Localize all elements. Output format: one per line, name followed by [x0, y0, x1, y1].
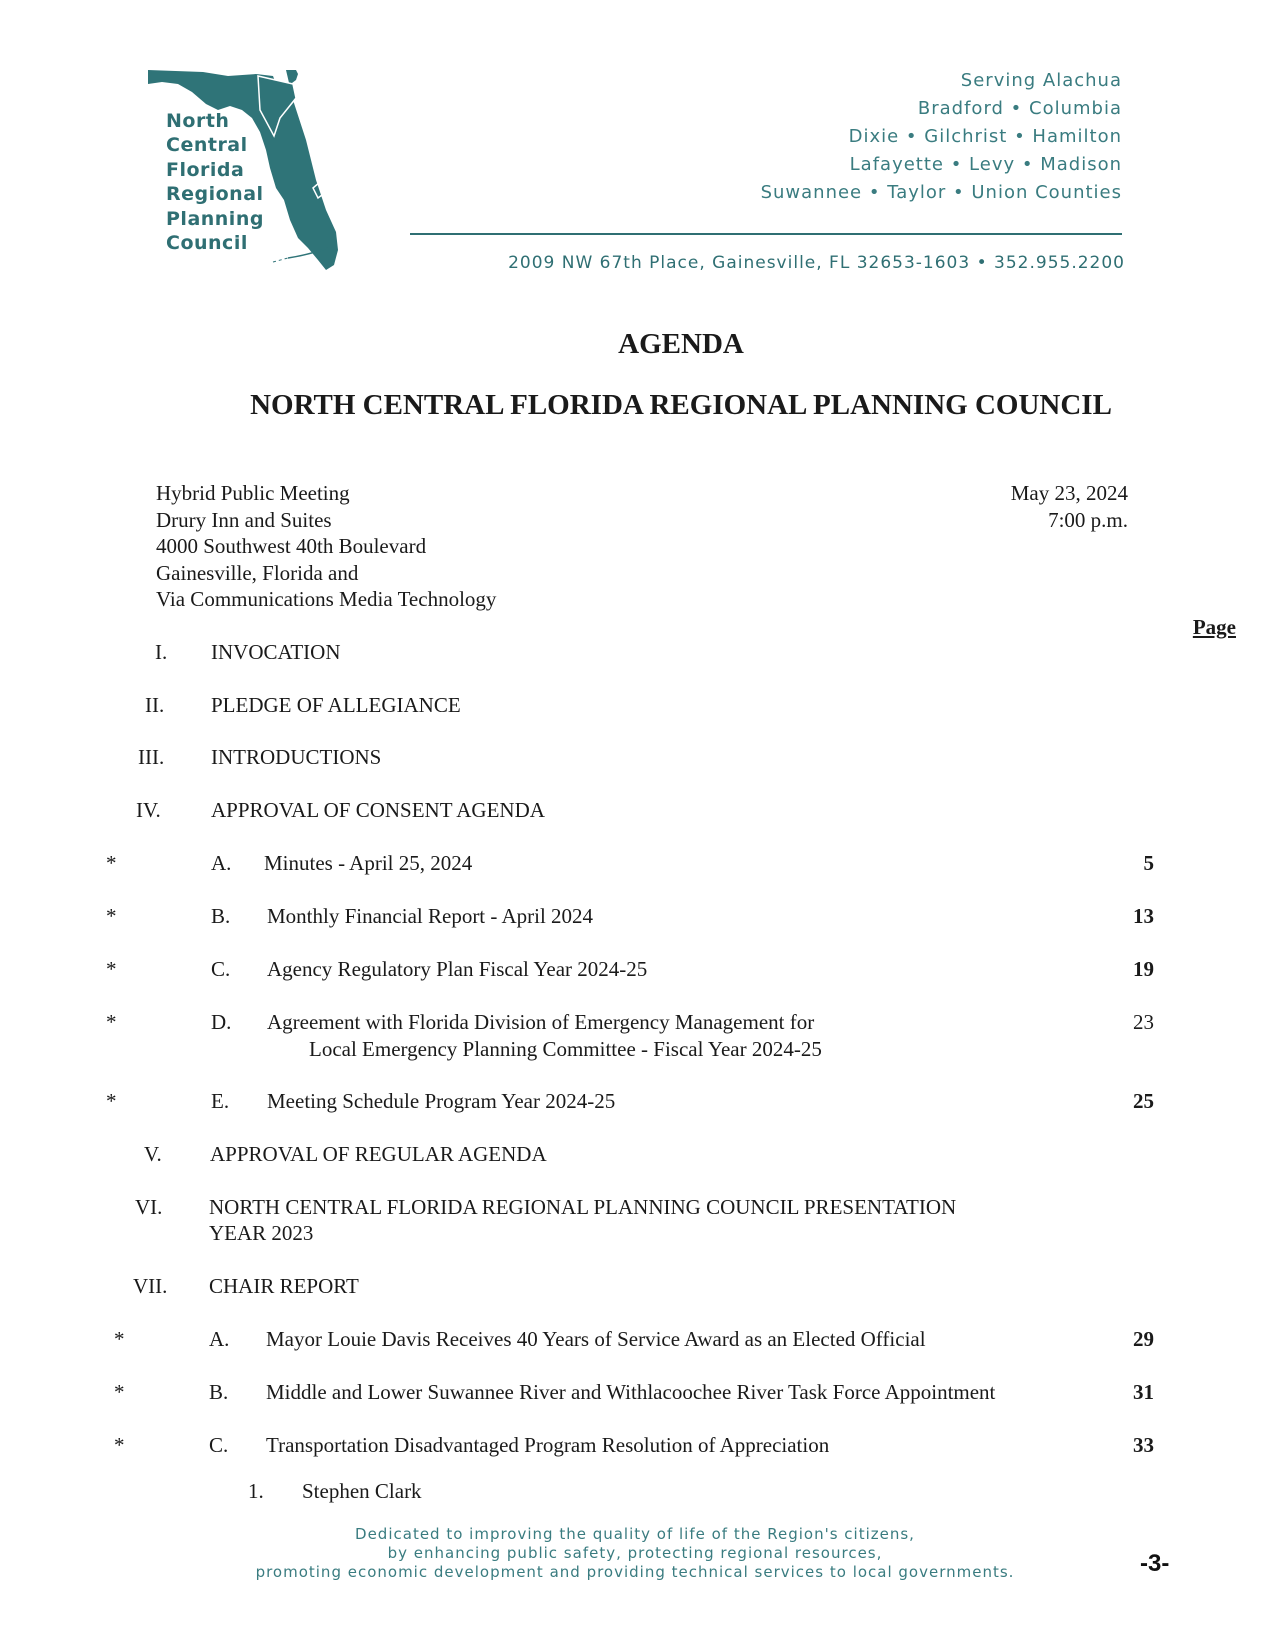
footer-line: Dedicated to improving the quality of life of the Region's citizens, — [355, 1525, 915, 1543]
consent-star: * — [106, 1010, 117, 1034]
serving-line: Dixie • Gilchrist • Hamilton — [848, 126, 1122, 147]
header-divider — [410, 233, 1122, 235]
consent-star: * — [106, 957, 117, 981]
section-number: V. — [144, 1142, 162, 1166]
meeting-line: Hybrid Public Meeting — [156, 481, 350, 505]
logo-word-regional: Regional — [166, 183, 264, 205]
item-letter: C. — [211, 957, 231, 981]
logo-word-north: North — [166, 110, 230, 132]
item-page: 19 — [1133, 957, 1154, 981]
serving-line: Suwannee • Taylor • Union Counties — [760, 182, 1122, 203]
consent-star: * — [106, 851, 117, 875]
page-column-heading: Page — [1192, 615, 1236, 639]
consent-star: * — [114, 1327, 125, 1351]
serving-line: Bradford • Columbia — [917, 98, 1122, 119]
item-letter: B. — [211, 904, 231, 928]
council-logo — [148, 70, 358, 280]
footer-line: by enhancing public safety, protecting regional resources, — [387, 1544, 883, 1562]
footer-line: promoting economic development and providing technical services to local governments. — [255, 1563, 1015, 1581]
page-number: -3- — [1140, 1550, 1170, 1577]
section-title: INVOCATION — [211, 640, 341, 664]
item-page: 13 — [1133, 904, 1154, 928]
subitem-title: Stephen Clark — [302, 1479, 422, 1503]
logo-word-planning: Planning — [166, 208, 264, 230]
section-title: APPROVAL OF CONSENT AGENDA — [211, 798, 545, 822]
serving-line: Lafayette • Levy • Madison — [849, 154, 1122, 175]
section-title-continued: YEAR 2023 — [209, 1221, 314, 1245]
page-title: AGENDA — [618, 328, 744, 360]
footer-mission — [0, 1525, 1270, 1582]
item-page: 33 — [1133, 1433, 1154, 1457]
item-title: Agency Regulatory Plan Fiscal Year 2024-25 — [267, 957, 648, 981]
item-title: Transportation Disadvantaged Program Resolution of Appreciation — [266, 1433, 830, 1457]
section-title: NORTH CENTRAL FLORIDA REGIONAL PLANNING COUNCIL PRESENTATION — [209, 1195, 957, 1219]
item-page: 5 — [1143, 851, 1154, 875]
item-letter: A. — [209, 1327, 230, 1351]
item-title: Agreement with Florida Division of Emergency Management for — [267, 1010, 815, 1034]
section-number: I. — [155, 640, 168, 664]
consent-star: * — [106, 1089, 117, 1113]
meeting-line: 4000 Southwest 40th Boulevard — [156, 534, 427, 558]
logo-word-council: Council — [166, 232, 248, 254]
meeting-location — [156, 480, 496, 613]
item-letter: E. — [211, 1089, 230, 1113]
section-number: VII. — [133, 1274, 168, 1298]
item-title: Monthly Financial Report - April 2024 — [267, 904, 594, 928]
item-title: Middle and Lower Suwannee River and Withlacoochee River Task Force Appointment — [266, 1380, 996, 1404]
item-letter: C. — [209, 1433, 229, 1457]
council-title: NORTH CENTRAL FLORIDA REGIONAL PLANNING COUNCIL — [250, 389, 1112, 421]
item-title: Meeting Schedule Program Year 2024-25 — [267, 1089, 616, 1113]
section-title: PLEDGE OF ALLEGIANCE — [211, 693, 461, 717]
section-number: II. — [145, 693, 165, 717]
meeting-line: Gainesville, Florida and — [156, 560, 359, 585]
logo-word-central: Central — [166, 134, 248, 156]
item-title-continued: Local Emergency Planning Committee - Fiscal Year 2024-25 — [309, 1037, 822, 1061]
consent-star: * — [106, 904, 117, 928]
council-address: 2009 NW 67th Place, Gainesville, FL 32653-1603 • 352.955.2200 — [508, 253, 1125, 273]
section-title: CHAIR REPORT — [209, 1274, 359, 1298]
item-title: Mayor Louie Davis Receives 40 Years of Service Award as an Elected Official — [266, 1327, 926, 1351]
consent-star: * — [114, 1433, 125, 1457]
item-letter: A. — [211, 851, 232, 875]
meeting-line: Drury Inn and Suites — [156, 507, 332, 532]
serving-line: Serving Alachua — [960, 70, 1122, 91]
item-page: 31 — [1133, 1380, 1154, 1404]
section-number: III. — [138, 745, 165, 769]
item-page: 25 — [1133, 1089, 1154, 1113]
meeting-line: Via Communications Media Technology — [156, 587, 497, 611]
section-title: INTRODUCTIONS — [211, 745, 382, 769]
item-letter: B. — [209, 1380, 229, 1404]
logo-word-florida: Florida — [166, 159, 245, 181]
meeting-datetime — [1011, 480, 1128, 533]
consent-star: * — [114, 1380, 125, 1404]
section-number: IV. — [136, 798, 161, 822]
meeting-date: May 23, 2024 — [1010, 481, 1128, 505]
section-title: APPROVAL OF REGULAR AGENDA — [210, 1142, 547, 1166]
item-page: 29 — [1133, 1327, 1154, 1351]
meeting-time: 7:00 p.m. — [1048, 507, 1128, 532]
item-title: Minutes - April 25, 2024 — [264, 851, 473, 875]
item-letter: D. — [211, 1010, 232, 1034]
section-number: VI. — [135, 1195, 163, 1219]
subitem-number: 1. — [248, 1479, 264, 1503]
item-page: 23 — [1133, 1010, 1154, 1034]
